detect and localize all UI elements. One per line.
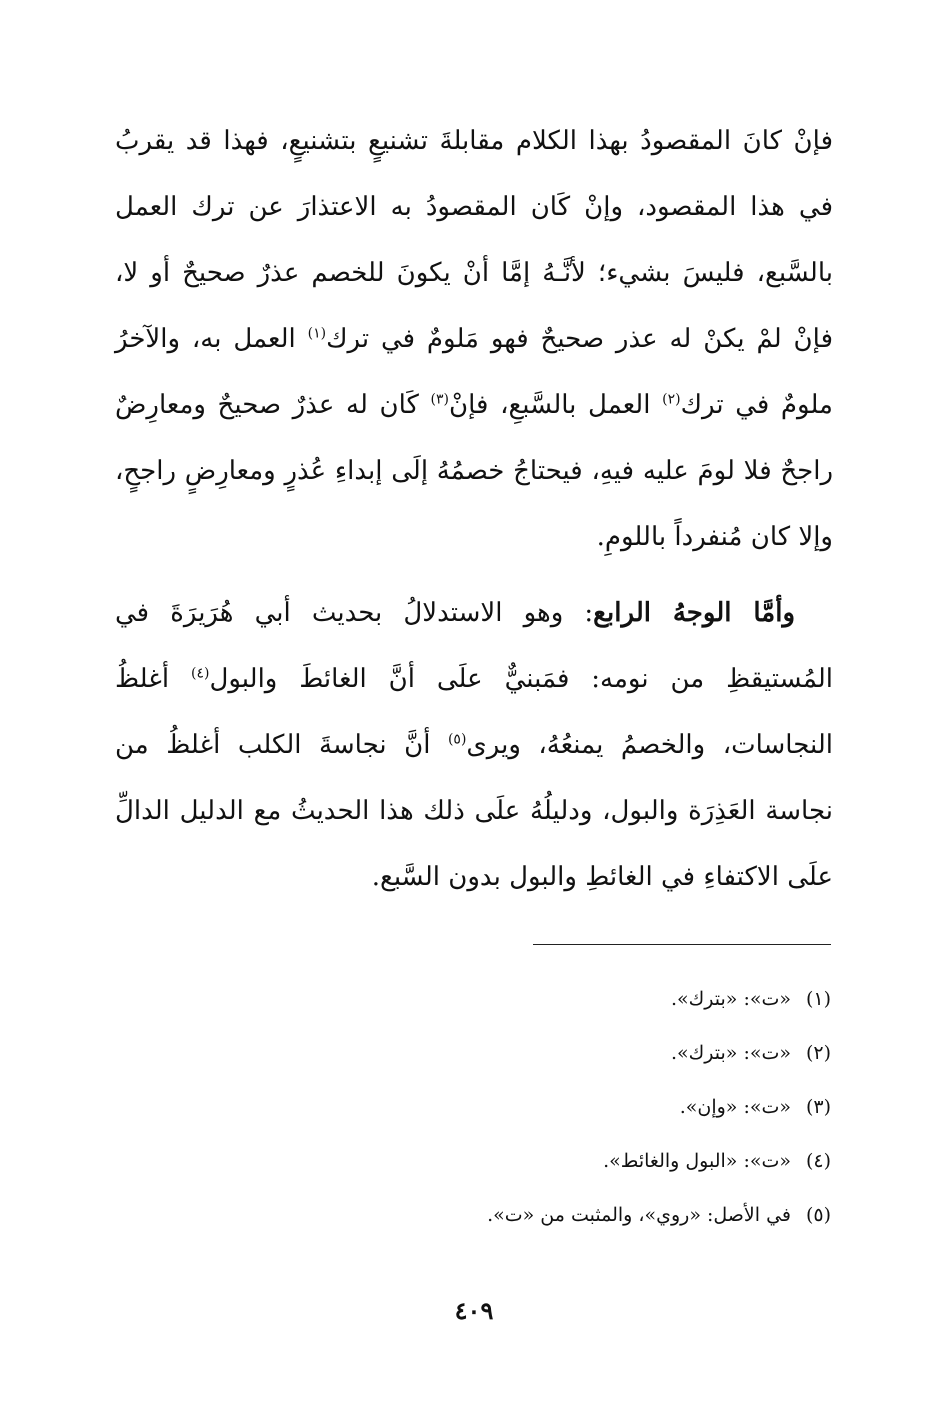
footnote-number: (٥) bbox=[805, 1204, 831, 1226]
footnote-number: (٢) bbox=[805, 1042, 831, 1064]
footnote-number: (٤) bbox=[805, 1150, 831, 1172]
footnote-item bbox=[231, 972, 831, 1026]
footnotes-list bbox=[231, 972, 831, 1242]
paragraph-1-text-d: كَان له عذرٌ صحيحٌ ومعارِضٌ راجحٌ فلا لومَ عليه فيهِ، فيحتاجُ خصمُهُ إلَى إبداءِ عُذرٍ ومعارِضٍ راجحٍ، وإلا كان مُنفرداً باللومِ. bbox=[115, 390, 833, 552]
footnote-ref-4: (٤) bbox=[191, 665, 210, 682]
footnote-item bbox=[231, 1080, 831, 1134]
footnote-number: (١) bbox=[805, 988, 831, 1010]
paragraph-1-text-b: العمل به، والآخرُ ملومٌ في ترك bbox=[115, 324, 833, 420]
footnote-text: «ت»: «وإن». bbox=[679, 1096, 791, 1118]
footnote-ref-5: (٥) bbox=[447, 731, 467, 748]
footnote-divider bbox=[533, 944, 831, 945]
paragraph-2-lead-heading: وأمَّا الوجهُ الرابع bbox=[593, 598, 795, 628]
paragraph-1-text-c: العمل بالسَّبعِ، فإنْ bbox=[449, 390, 663, 420]
footnote-text: «ت»: «البول والغائط». bbox=[603, 1150, 791, 1172]
paragraph-2-text-b: أغلظُ النجاسات، والخصمُ يمنعُهُ، ويرى bbox=[115, 664, 833, 760]
footnote-number: (٣) bbox=[805, 1096, 831, 1118]
paragraph-2-text-a: : وهو الاستدلالُ بحديث أبي هُرَيرَةَ في المُستيقظِ من نومه: فمَبنيٌّ علَى أنَّ الغائطَ والبول bbox=[115, 598, 834, 694]
page-number: ٤٠٩ bbox=[454, 1296, 494, 1325]
footnote-ref-2: (٢) bbox=[662, 391, 681, 408]
paragraph-1 bbox=[115, 108, 833, 570]
main-text bbox=[115, 108, 833, 910]
footnote-item bbox=[231, 1026, 831, 1080]
paragraph-2-text-c: أنَّ نجاسةَ الكلب أغلظُ من نجاسة العَذِرَة والبول، ودليلُهُ علَى ذلك هذا الحديثُ مع الدليل الدالِّ علَى الاكتفاءِ في الغائطِ والبول بدون السَّبع. bbox=[115, 730, 833, 892]
paragraph-2 bbox=[115, 580, 833, 910]
footnote-ref-1: (١) bbox=[307, 325, 327, 342]
footnote-item bbox=[231, 1134, 831, 1188]
paragraph-1-text-a: فإنْ كانَ المقصودُ بهذا الكلام مقابلةَ تشنيعٍ بتشنيعٍ، فهذا قد يقربُ في هذا المقصود، وإنْ كَان المقصودُ به الاعتذارَ عن ترك العمل بالسَّبع، فليسَ بشيء؛ لأنَّـهُ إمَّا أنْ يكونَ للخصم عذرٌ صحيحٌ أو لا، فإنْ لمْ يكنْ له عذر صحيحٌ فهو مَلومٌ في ترك bbox=[115, 126, 834, 354]
footnote-text: «ت»: «بترك». bbox=[670, 988, 791, 1010]
footnote-ref-3: (٣) bbox=[430, 391, 449, 408]
footnote-text: في الأصل: «روي»، والمثبت من «ت». bbox=[487, 1204, 791, 1226]
footnote-text: «ت»: «بترك». bbox=[670, 1042, 791, 1064]
footnote-item bbox=[231, 1188, 831, 1242]
